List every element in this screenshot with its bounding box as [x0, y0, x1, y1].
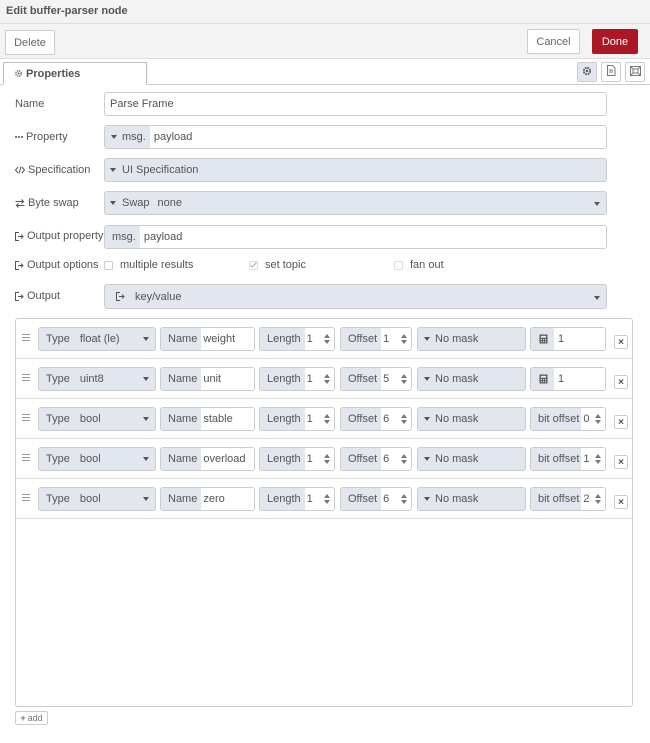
- dialog-button-bar: [0, 24, 650, 59]
- list-item: [16, 399, 632, 439]
- tab-properties-label: Properties: [26, 68, 81, 80]
- length-value[interactable]: 1: [306, 333, 313, 345]
- set-topic-label: set topic: [265, 259, 306, 271]
- offset-label: Offset: [341, 408, 381, 430]
- add-item-button[interactable]: [15, 711, 48, 725]
- type-select[interactable]: [38, 407, 156, 431]
- stepper-icon[interactable]: [401, 488, 411, 510]
- name-input[interactable]: Parse Frame: [104, 92, 607, 116]
- type-label: Type: [46, 373, 70, 385]
- outprop-typed-input[interactable]: [104, 225, 607, 249]
- type-label: Type: [46, 413, 70, 425]
- output-select[interactable]: [104, 284, 607, 309]
- property-prefix: msg.: [122, 131, 146, 143]
- outprop-label-text: Output property: [27, 230, 104, 242]
- name-field-value[interactable]: stable: [203, 413, 233, 425]
- length-value[interactable]: 1: [306, 453, 313, 465]
- bit-offset-field[interactable]: [530, 407, 606, 431]
- caret-down-icon: [110, 168, 116, 172]
- gear-icon: [14, 69, 23, 81]
- caret-down-icon: [110, 201, 116, 205]
- type-value: uint8: [79, 373, 104, 385]
- stepper-icon[interactable]: [401, 408, 411, 430]
- property-label: [15, 130, 68, 144]
- fan-out-checkbox[interactable]: [394, 258, 444, 272]
- list-item: [16, 319, 632, 359]
- checkbox-box[interactable]: [394, 261, 403, 270]
- mask-select[interactable]: [417, 407, 526, 431]
- type-value: bool: [79, 453, 101, 465]
- spec-label: [15, 163, 90, 177]
- property-type-selector[interactable]: [105, 126, 150, 148]
- stepper-icon[interactable]: [401, 328, 411, 350]
- offset-label: Offset: [341, 368, 381, 390]
- mask-select[interactable]: [417, 447, 526, 471]
- offset-label: Offset: [341, 448, 381, 470]
- stepper-icon[interactable]: [324, 368, 334, 390]
- name-field-value[interactable]: overload: [203, 453, 246, 465]
- offset-value[interactable]: 6: [383, 493, 390, 505]
- property-value[interactable]: payload: [153, 131, 193, 143]
- bit-offset-value[interactable]: 1: [583, 453, 590, 465]
- bit-offset-field[interactable]: [530, 487, 606, 511]
- length-label: Length: [260, 368, 305, 390]
- bit-offset-value[interactable]: 2: [583, 493, 590, 505]
- offset-value[interactable]: 6: [383, 413, 390, 425]
- multiple-results-label: multiple results: [120, 259, 194, 271]
- bit-offset-value[interactable]: 0: [583, 413, 590, 425]
- scale-field[interactable]: [530, 367, 606, 391]
- name-field-label: Name: [161, 328, 201, 350]
- offset-label: Offset: [341, 488, 381, 510]
- spec-items-list[interactable]: [15, 318, 633, 707]
- appearance-tab-button[interactable]: [625, 62, 645, 82]
- byteswap-select[interactable]: [104, 191, 607, 215]
- name-field-label: Name: [161, 368, 201, 390]
- spec-label-text: Specification: [28, 164, 91, 176]
- caret-down-icon: [594, 296, 600, 300]
- type-value: float (le): [79, 333, 120, 345]
- type-select[interactable]: [38, 327, 156, 351]
- sign-out-icon: [116, 292, 125, 301]
- appearance-icon: [630, 66, 641, 79]
- name-field-value[interactable]: unit: [203, 373, 222, 385]
- property-typed-input[interactable]: [104, 125, 607, 149]
- caret-down-icon: [143, 457, 149, 461]
- cancel-button[interactable]: Cancel: [527, 29, 580, 54]
- offset-field[interactable]: [340, 367, 412, 391]
- outprop-value[interactable]: payload: [143, 231, 183, 243]
- bit-offset-field[interactable]: [530, 447, 606, 471]
- tabs-bar: [0, 59, 650, 85]
- stepper-icon[interactable]: [595, 488, 605, 510]
- type-select[interactable]: [38, 447, 156, 471]
- remove-row-button[interactable]: [614, 495, 628, 509]
- length-value[interactable]: 1: [306, 413, 313, 425]
- dialog-title: Edit buffer-parser node: [0, 0, 650, 24]
- type-value: bool: [79, 413, 101, 425]
- close-icon: ×: [618, 416, 624, 428]
- stepper-icon[interactable]: [324, 408, 334, 430]
- outopts-label-text: Output options: [27, 259, 99, 271]
- name-field[interactable]: [160, 487, 255, 511]
- calculator-icon[interactable]: [531, 328, 554, 350]
- drag-handle-icon[interactable]: [22, 374, 30, 383]
- caret-down-icon: [143, 377, 149, 381]
- gear-icon: [582, 66, 592, 79]
- scale-value[interactable]: 1: [558, 373, 565, 385]
- length-field[interactable]: [259, 447, 335, 471]
- close-icon: ×: [618, 496, 624, 508]
- checkbox-box[interactable]: [249, 261, 258, 270]
- length-field[interactable]: [259, 367, 335, 391]
- length-label: Length: [260, 408, 305, 430]
- close-icon: ×: [618, 376, 624, 388]
- byteswap-prefix: Swap: [122, 197, 150, 209]
- name-field[interactable]: [160, 447, 255, 471]
- length-value[interactable]: 1: [306, 373, 313, 385]
- remove-row-button[interactable]: [614, 335, 628, 349]
- name-field-label: Name: [161, 408, 201, 430]
- byteswap-label-text: Byte swap: [28, 197, 79, 209]
- name-field[interactable]: [160, 407, 255, 431]
- name-field-label: Name: [161, 448, 201, 470]
- outprop-label: [15, 229, 103, 243]
- mask-select[interactable]: [417, 367, 526, 391]
- bit-offset-label: bit offset: [531, 488, 581, 510]
- add-item-label: add: [27, 713, 43, 723]
- name-field[interactable]: [160, 327, 255, 351]
- close-icon: ×: [618, 336, 624, 348]
- done-button[interactable]: Done: [592, 29, 638, 54]
- drag-handle-icon[interactable]: [22, 454, 30, 463]
- mask-value: No mask: [435, 493, 479, 505]
- name-label: Name: [15, 98, 45, 110]
- name-field-value[interactable]: weight: [203, 333, 236, 345]
- sign-out-icon: [15, 261, 24, 270]
- checkbox-box[interactable]: [104, 261, 113, 270]
- exchange-icon: [15, 199, 25, 208]
- stepper-icon[interactable]: [324, 488, 334, 510]
- name-field-value[interactable]: zero: [203, 493, 225, 505]
- length-value[interactable]: 1: [306, 493, 313, 505]
- drag-handle-icon[interactable]: [22, 414, 30, 423]
- calculator-icon[interactable]: [531, 368, 554, 390]
- length-label: Length: [260, 328, 305, 350]
- fan-out-label: fan out: [410, 259, 444, 271]
- drag-handle-icon[interactable]: [22, 334, 30, 343]
- spec-value: UI Specification: [122, 164, 199, 176]
- sign-out-icon: [15, 292, 24, 301]
- remove-row-button[interactable]: [614, 415, 628, 429]
- offset-field[interactable]: [340, 327, 412, 351]
- type-label: Type: [46, 493, 70, 505]
- byteswap-value: none: [157, 197, 183, 209]
- mask-select[interactable]: [417, 487, 526, 511]
- settings-tab-button[interactable]: [577, 62, 597, 82]
- offset-field[interactable]: [340, 487, 412, 511]
- type-select[interactable]: [38, 487, 156, 511]
- scale-value[interactable]: 1: [558, 333, 565, 345]
- type-label: Type: [46, 333, 70, 345]
- offset-value[interactable]: 5: [383, 373, 390, 385]
- description-tab-button[interactable]: [601, 62, 621, 82]
- name-field-label: Name: [161, 488, 201, 510]
- sign-out-icon: [15, 232, 24, 241]
- ellipsis-icon: [15, 135, 23, 139]
- byteswap-label: [15, 196, 79, 210]
- stepper-icon[interactable]: [324, 448, 334, 470]
- bit-offset-label: bit offset: [531, 448, 581, 470]
- output-value: key/value: [135, 290, 182, 303]
- list-item: [16, 359, 632, 399]
- caret-down-icon: [594, 202, 600, 206]
- offset-label: Offset: [341, 328, 381, 350]
- output-label: [15, 289, 60, 303]
- offset-field[interactable]: [340, 447, 412, 471]
- outopts-label: [15, 258, 99, 272]
- length-field[interactable]: [259, 407, 335, 431]
- caret-down-icon: [143, 337, 149, 341]
- stepper-icon[interactable]: [401, 368, 411, 390]
- mask-value: No mask: [435, 413, 479, 425]
- length-label: Length: [260, 448, 305, 470]
- mask-value: No mask: [435, 333, 479, 345]
- offset-field[interactable]: [340, 407, 412, 431]
- length-label: Length: [260, 488, 305, 510]
- caret-down-icon: [111, 135, 117, 139]
- stepper-icon[interactable]: [401, 448, 411, 470]
- stepper-icon[interactable]: [324, 328, 334, 350]
- stepper-icon[interactable]: [595, 448, 605, 470]
- mask-value: No mask: [435, 373, 479, 385]
- remove-row-button[interactable]: [614, 455, 628, 469]
- type-select[interactable]: [38, 367, 156, 391]
- tab-properties[interactable]: [3, 62, 147, 85]
- bit-offset-label: bit offset: [531, 408, 581, 430]
- type-value: bool: [79, 493, 101, 505]
- outprop-prefix: msg.: [105, 226, 140, 248]
- stepper-icon[interactable]: [595, 408, 605, 430]
- document-icon: [606, 65, 616, 79]
- close-icon: ×: [618, 456, 624, 468]
- drag-handle-icon[interactable]: [22, 494, 30, 503]
- mask-value: No mask: [435, 453, 479, 465]
- list-item: [16, 439, 632, 479]
- remove-row-button[interactable]: [614, 375, 628, 389]
- multiple-results-checkbox[interactable]: [104, 258, 193, 272]
- spec-select[interactable]: [104, 158, 607, 182]
- set-topic-checkbox[interactable]: [249, 258, 306, 272]
- offset-value[interactable]: 1: [383, 333, 390, 345]
- delete-button[interactable]: Delete: [5, 30, 55, 55]
- type-label: Type: [46, 453, 70, 465]
- name-field[interactable]: [160, 367, 255, 391]
- length-field[interactable]: [259, 327, 335, 351]
- plus-icon: +: [20, 713, 26, 723]
- property-label-text: Property: [26, 131, 68, 143]
- length-field[interactable]: [259, 487, 335, 511]
- scale-field[interactable]: [530, 327, 606, 351]
- caret-down-icon: [143, 497, 149, 501]
- output-label-text: Output: [27, 290, 61, 302]
- code-icon: [15, 166, 25, 174]
- caret-down-icon: [143, 417, 149, 421]
- offset-value[interactable]: 6: [383, 453, 390, 465]
- mask-select[interactable]: [417, 327, 526, 351]
- list-item: [16, 479, 632, 519]
